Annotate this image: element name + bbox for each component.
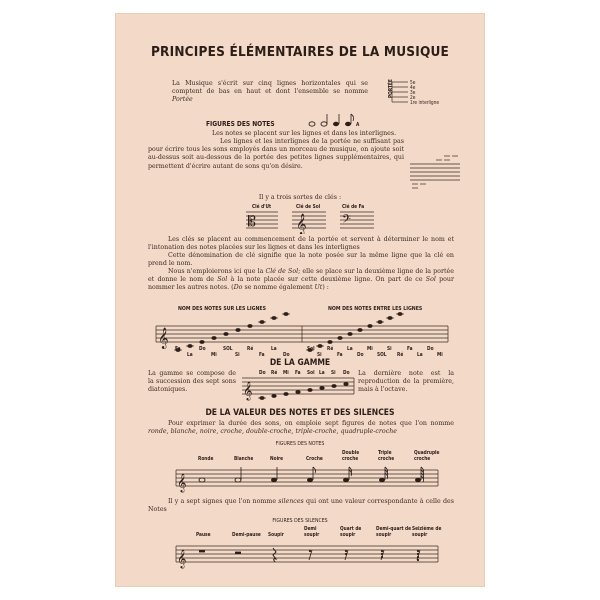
figures-p2: Les lignes et les interlignes de la portée ne suffisant pas pour écrire tous les sons employés dans un morceau de musique, on ajoute soit au-dessus soit au-dessous de la portée des petites lignes supplémentaires, qui permettent d'écrire autant de sons qu'on désire.	[148, 138, 404, 170]
note-name-label: Fa	[407, 347, 413, 352]
note-value-head	[415, 478, 421, 482]
note-name-label: Fa	[259, 353, 265, 358]
note-head	[337, 336, 342, 340]
intro-text: La Musique s'écrit sur cinq lignes horizontales qui se comptent de bas en haut et dont l'ensemble se nomme	[172, 80, 368, 96]
gamme-note-label: Mi	[283, 371, 289, 376]
note-value-label: Double	[342, 451, 360, 456]
figures-p1: Les notes se placent sur les lignes et dans les interlignes.	[212, 130, 397, 137]
rest-dot	[381, 550, 383, 552]
portee-line-2: 2e	[410, 96, 416, 101]
rests-clef-icon: 𝄞	[177, 549, 187, 568]
note-value-label: croche	[342, 457, 359, 462]
note-head	[247, 324, 252, 328]
clef-fa-label: Clé de Fa	[342, 205, 365, 210]
rest-dot	[345, 553, 347, 555]
note-value-head	[379, 478, 385, 482]
rest-dot	[417, 556, 419, 558]
note-head	[235, 328, 240, 332]
rest-dot	[417, 559, 419, 561]
gamme-note-label: Sol	[307, 371, 315, 376]
svg-text:A: A	[356, 123, 360, 128]
gamme-right-text: La dernière note est la reproduction de la première, mais à l'octave.	[358, 370, 454, 394]
portee-line-1: 1re interligne	[410, 101, 440, 106]
figures-heading: FIGURES DES NOTES	[206, 120, 275, 128]
note-head	[211, 336, 216, 340]
note-value-head	[199, 478, 205, 482]
note-name-label: Do	[283, 353, 290, 358]
note-head	[327, 340, 332, 344]
note-value-head	[307, 478, 313, 482]
gamme-note	[331, 384, 336, 388]
note-name-label: SOL	[377, 353, 387, 358]
valeur-p1: Pour exprimer la durée des sons, on emploie sept figures de notes que l'on nomme ronde, blanche, noire, croche, double-croche, triple-croche, quadruple-croche	[148, 420, 454, 436]
fig-notes-label: FIGURES DES NOTES	[275, 441, 325, 447]
treble-clef-icon: 𝄞	[158, 328, 169, 349]
gamme-note-label: La	[319, 371, 325, 376]
gamme-left-text: La gamme se compose de la succession des sept sons diatoniques.	[148, 370, 236, 394]
note-name-label: Ré	[327, 347, 334, 352]
gamme-note-label: Do	[259, 371, 266, 376]
values-clef-icon: 𝄞	[177, 473, 187, 492]
rest-glyph	[199, 550, 205, 552]
note-name-label: Si	[387, 347, 392, 352]
note-name-label: La	[271, 347, 277, 352]
rest-dot	[417, 553, 419, 555]
rest-value-label: soupir	[376, 533, 392, 538]
note-value-label: croche	[414, 457, 431, 462]
note-name-label: La	[417, 353, 423, 358]
note-name-label: Do	[427, 347, 434, 352]
note-head	[223, 332, 228, 336]
note-value-label: Ronde	[198, 457, 214, 462]
note-names-staff	[152, 312, 452, 364]
sol-clef-icon: 𝄞	[296, 214, 307, 234]
note-name-label: Mi	[437, 353, 443, 358]
note-name-label: Do	[199, 347, 206, 352]
portee-line-5: 5e	[410, 81, 416, 86]
rest-value-label: Demi-pause	[232, 533, 261, 538]
rest-value-label: soupir	[304, 533, 320, 538]
rest-value-label: Pause	[196, 533, 211, 538]
clef-ut-label: Clé d'Ut	[252, 205, 272, 210]
note-value-head	[343, 478, 349, 482]
rest-dot	[345, 550, 347, 552]
gamme-note-label: Do	[343, 371, 350, 376]
note-value-label: croche	[378, 457, 395, 462]
note-name-label: Mi	[211, 353, 217, 358]
rest-value-label: Soupir	[268, 533, 284, 538]
rest-values-staff	[172, 524, 442, 572]
nom-lignes-label: NOM DES NOTES SUR LES LIGNES	[178, 306, 266, 312]
cles-p3: Nous n'emploierons ici que la Clé de Sol; elle se place sur la deuxième ligne de la portée et donne le nom de Sol à la note placée sur cette deuxième ligne. On part de ce Sol pour nommer les autres notes. (Do se nomme également Ut) :	[148, 268, 454, 292]
note-name-label: Si	[317, 353, 322, 358]
portee-diagram	[374, 76, 464, 112]
note-value-label: Croche	[306, 457, 323, 462]
rest-value-label: soupir	[340, 533, 356, 538]
gamme-note	[271, 394, 276, 398]
rest-glyph	[235, 552, 241, 554]
intro-italic: Portée	[172, 96, 193, 104]
note-value-head	[271, 478, 277, 482]
ledger-lines-diagram	[408, 154, 464, 190]
gamme-clef-icon: 𝄞	[243, 381, 253, 400]
rest-value-label: Demi	[304, 527, 317, 532]
rest-dot	[381, 553, 383, 555]
rest-value-label: Demi-quart de	[376, 527, 412, 532]
gamme-staff	[240, 366, 356, 406]
intro-paragraph	[172, 80, 368, 105]
portee-line-3: 3e	[410, 91, 416, 96]
note-value-label: Blanche	[234, 457, 254, 462]
gamme-note	[283, 392, 288, 396]
valeur-heading: DE LA VALEUR DES NOTES ET DES SILENCES	[205, 408, 395, 418]
note-name-label: Ré	[247, 347, 254, 352]
note-name-label: Si	[235, 353, 240, 358]
rest-dot	[381, 556, 383, 558]
cles-p2: Cette dénomination de clé signifie que la note posée sur la même ligne que la clé en prend le nom.	[148, 252, 454, 268]
note-value-head	[235, 478, 241, 482]
rest-value-label: Quart de	[340, 527, 362, 532]
gamme-note-label: Ré	[271, 371, 278, 376]
portee-line-4: 4e	[410, 86, 416, 91]
gamme-note	[343, 382, 348, 386]
rest-value-label: soupir	[412, 533, 428, 538]
note-name-label: SOL	[223, 347, 233, 352]
note-name-label: Mi	[367, 347, 373, 352]
portee-label: PORTÉE	[389, 79, 394, 98]
page-title: PRINCIPES ÉLÉMENTAIRES DE LA MUSIQUE	[150, 44, 450, 60]
nom-interlignes-label: NOM DES NOTES ENTRE LES LIGNES	[328, 306, 423, 312]
note-value-label: Noire	[270, 457, 284, 462]
note-name-label: Fa	[175, 347, 181, 352]
note-value-label: Quadruple	[414, 451, 440, 456]
ut-clef-icon: 𝄡	[248, 214, 256, 230]
clefs-diagram	[236, 202, 386, 234]
gamme-note	[319, 386, 324, 390]
note-name-label: La	[187, 353, 193, 358]
note-name-label: Fa	[337, 353, 343, 358]
rest-dot	[309, 550, 311, 552]
note-figures-icon	[306, 112, 362, 130]
valeur-p2: Il y a sept signes que l'on nomme silences qui ont une valeur correspondante à celle des Notes	[148, 498, 454, 514]
note-name-label: Do	[357, 353, 364, 358]
note-head	[199, 340, 204, 344]
cles-p1: Les clés se placent au commencement de la portée et servent à déterminer le nom et l'intonation des notes placées sur les lignes et dans les interlignes	[148, 236, 454, 252]
note-name-label: La	[347, 347, 353, 352]
gamme-note	[295, 390, 300, 394]
clef-sol-label: Clé de Sol	[296, 205, 321, 210]
note-head	[347, 332, 352, 336]
fa-clef-icon: 𝄢	[342, 213, 352, 229]
gamme-heading: DE LA GAMME	[269, 358, 331, 368]
fig-silences-label: FIGURES DES SILENCES	[272, 518, 328, 524]
rest-dot	[417, 550, 419, 552]
gamme-note	[307, 388, 312, 392]
gamme-note-label: Si	[331, 371, 336, 376]
note-name-label: Ré	[397, 353, 404, 358]
rest-value-label: Seizième de	[412, 527, 442, 532]
note-head	[357, 328, 362, 332]
note-value-label: Triple	[378, 451, 392, 456]
note-name-label: Sol	[307, 347, 315, 352]
note-values-staff	[172, 448, 442, 496]
gamme-note-label: Fa	[295, 371, 301, 376]
clefs-intro: Il y a trois sortes de clés :	[258, 194, 342, 201]
sheet-page	[116, 14, 484, 586]
note-head	[367, 324, 372, 328]
